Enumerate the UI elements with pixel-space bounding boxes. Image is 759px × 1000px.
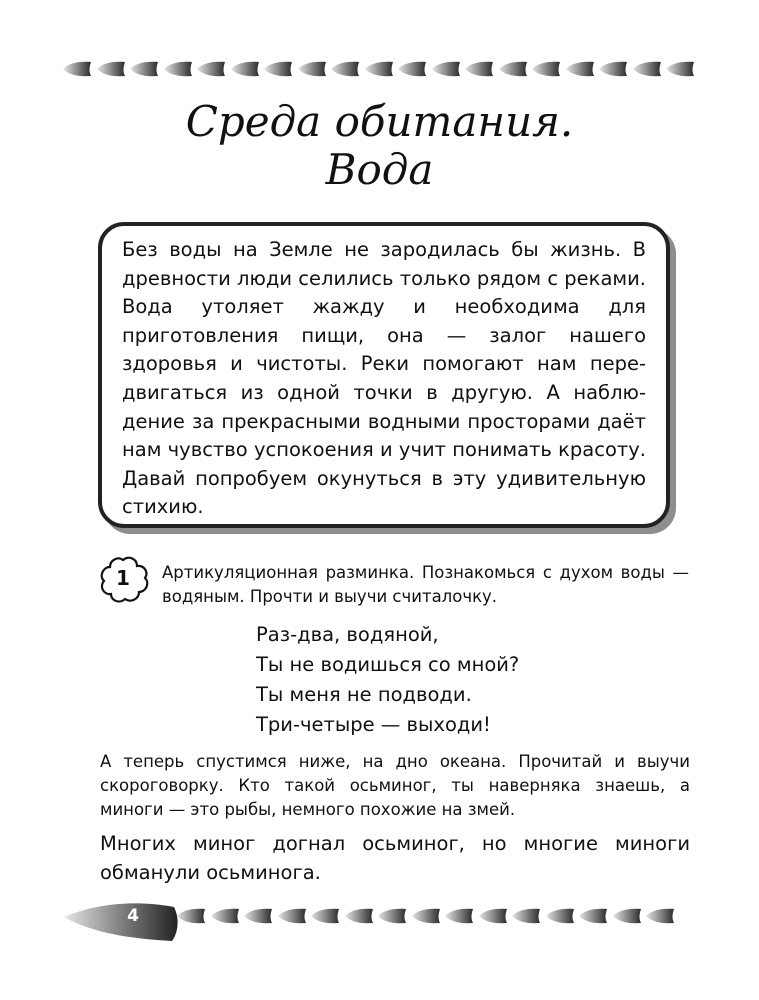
intro-card (98, 222, 670, 528)
poem-line: Ты не водишься со мной? (256, 653, 520, 676)
title-line-2: Вода (325, 145, 434, 194)
leaf-icon (297, 60, 327, 78)
task-number-badge (100, 555, 150, 605)
leaf-icon (645, 907, 675, 925)
leaf-icon (163, 60, 193, 78)
leaf-icon (230, 60, 260, 78)
leaf-icon (464, 60, 494, 78)
bottom-leaf-border (176, 907, 679, 925)
leaf-icon (531, 60, 561, 78)
page-number: 4 (127, 906, 139, 926)
leaf-icon (377, 907, 407, 925)
title-line-1: Среда обитания. (185, 97, 574, 146)
leaf-icon (62, 60, 92, 78)
leaf-icon (511, 907, 541, 925)
page-title (0, 98, 759, 194)
poem-line: Три-четыре — выходи! (256, 713, 491, 736)
intro-box (98, 222, 670, 528)
leaf-icon (176, 907, 206, 925)
leaf-icon (612, 907, 642, 925)
poem-line: Раз-два, водяной, (256, 623, 439, 646)
leaf-icon (210, 907, 240, 925)
leaf-icon (665, 60, 695, 78)
leaf-icon (310, 907, 340, 925)
ocean-paragraph: А теперь спустимся ниже, на дно океана. Прочитай и выучи скороговорку. Кто такой осьминог, ты наверняка знаешь, а миноги — это рыбы, немного похожие на змей. (100, 752, 690, 819)
counting-rhyme (256, 620, 519, 740)
leaf-icon (263, 60, 293, 78)
leaf-icon (444, 907, 474, 925)
poem-line: Ты меня не подводи. (256, 683, 472, 706)
leaf-icon (431, 60, 461, 78)
task-number: 1 (116, 566, 130, 590)
leaf-icon (545, 907, 575, 925)
leaf-icon (397, 60, 427, 78)
leaf-icon (96, 60, 126, 78)
tongue-twister: Многих миног догнал осьминог, но многие миноги обманули осьминога. (100, 832, 690, 884)
leaf-icon (196, 60, 226, 78)
top-leaf-border (62, 60, 699, 78)
leaf-icon (598, 60, 628, 78)
leaf-icon (578, 907, 608, 925)
leaf-icon (364, 60, 394, 78)
leaf-icon (129, 60, 159, 78)
leaf-icon (330, 60, 360, 78)
leaf-icon (632, 60, 662, 78)
intro-text: Без воды на Земле не зародилась бы жизнь. В древности люди селились только рядом с реками. Вода утоляет жажду и необходима для приготовления пищи, она — залог нашего здоровья и чистоты. Реки помогают нам передвигаться из одной точки в другую. А наблюдение за прекрасными водными просторами даёт нам чувство успокоения и учит понимать красоту. Давай попробуем окунуться в эту удивительную стихию. (122, 238, 646, 519)
task-instruction: Артикуляционная разминка. Познакомься с духом воды — водяным. Прочти и выучи считалочку. (162, 563, 689, 606)
leaf-icon (277, 907, 307, 925)
leaf-icon (344, 907, 374, 925)
leaf-icon (565, 60, 595, 78)
leaf-icon (478, 907, 508, 925)
leaf-icon (243, 907, 273, 925)
leaf-icon (411, 907, 441, 925)
leaf-icon (498, 60, 528, 78)
